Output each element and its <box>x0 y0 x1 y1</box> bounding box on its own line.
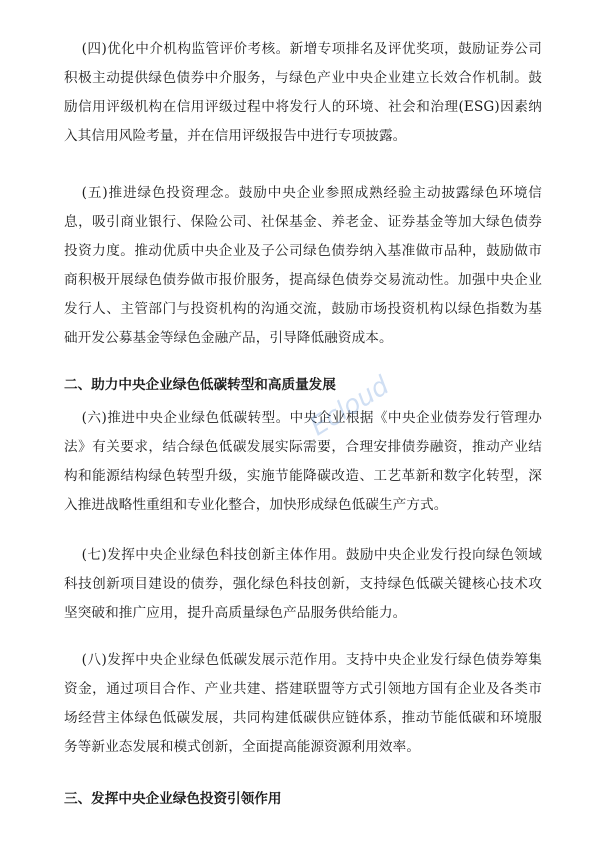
paragraph-5: (五)推进绿色投资理念。鼓励中央企业参照成熟经验主动披露绿色环境信息，吸引商业银行、保险公司、社保基金、养老金、证券基金等加大绿色债券投资力度。推动优质中央企业及子公司绿色债券纳入基准做市品种，鼓励做市商积极开展绿色债券做市报价服务，提高绿色债券交易流动性。加强中央企业发行人、主管部门与投资机构的沟通交流，鼓励市场投资机构以绿色指数为基础开发公募基金等绿色金融产品，引导降低融资成本。 <box>64 185 542 346</box>
paragraph-8: (八)发挥中央企业绿色低碳发展示范作用。支持中央企业发行绿色债券筹集资金，通过项目合作、产业共建、搭建联盟等方式引领地方国有企业及各类市场经营主体绿色低碳发展，共同构建低碳供应链体系，推动节能低碳和环境服务等新业态发展和模式创新，全面提高能源资源利用效率。 <box>64 652 542 755</box>
paragraph-7: (七)发挥中央企业绿色科技创新主体作用。鼓励中央企业发行投向绿色领域科技创新项目建设的债券，强化绿色科技创新，支持绿色低碳关键核心技术攻坚突破和推广应用，提升高质量绿色产品服务供给能力。 <box>64 547 542 621</box>
section-3-heading: 三、发挥中央企业绿色投资引领作用 <box>64 791 282 807</box>
section-2-heading: 二、助力中央企业绿色低碳转型和高质量发展 <box>64 377 336 393</box>
paragraph-4: (四)优化中介机构监管评价考核。新增专项排名及评优奖项，鼓励证券公司积极主动提供绿色债券中介服务，与绿色产业中央企业建立长效合作机制。鼓励信用评级机构在信用评级过程中将发行人的环境、社会和治理(ESG)因素纳入其信用风险考量，并在信用评级报告中进行专项披露。 <box>64 41 542 144</box>
paragraph-6: (六)推进中央企业绿色低碳转型。中央企业根据《中央企业债券发行管理办法》有关要求，结合绿色低碳发展实际需要，合理安排债券融资，推动产业结构和能源结构绿色转型升级，实施节能降碳改造、工艺革新和数字化转型，深入推进战略性重组和专业化整合，加快形成绿色低碳生产方式。 <box>64 410 542 513</box>
watermark-text: Ecloud <box>305 370 395 443</box>
